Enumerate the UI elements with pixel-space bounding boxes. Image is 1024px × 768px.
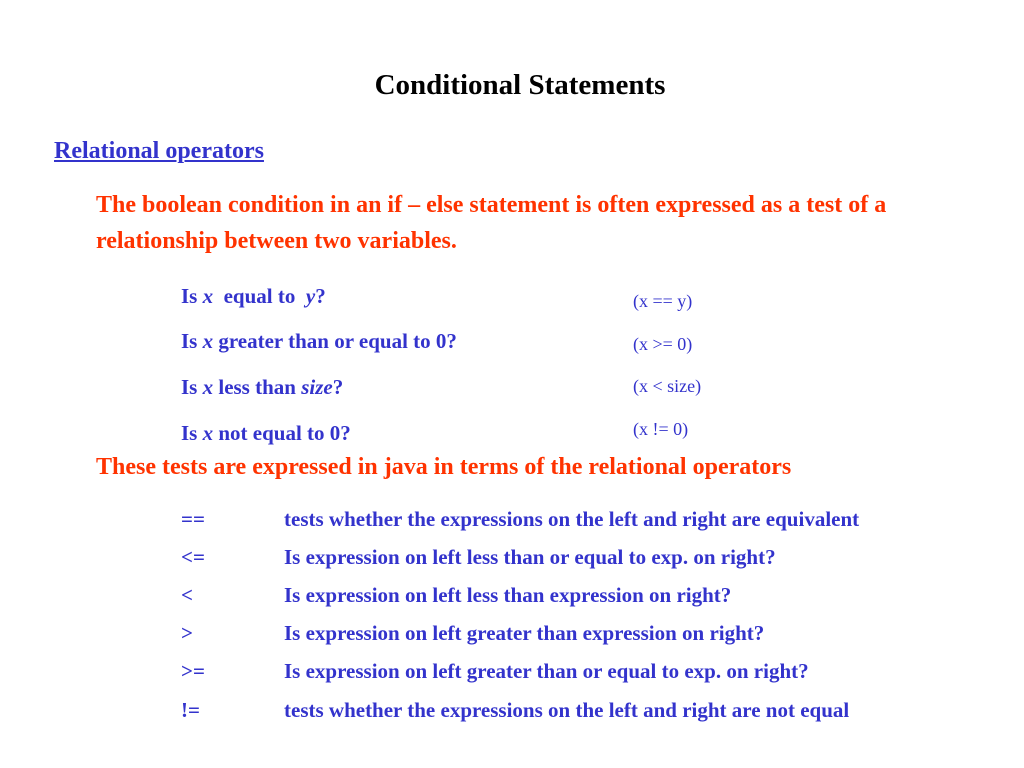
operator-description: Is expression on left less than or equal to exp. on right? [284, 545, 776, 569]
operator-symbol: > [181, 621, 193, 645]
expression-equal: (x == y) [633, 291, 693, 311]
question-greater-equal: Is x greater than or equal to 0? [181, 329, 457, 353]
slide-title: Conditional Statements [374, 69, 666, 101]
section-heading: Relational operators [54, 138, 264, 164]
summary-text: These tests are expressed in java in terms of the relational operators [96, 454, 792, 480]
operator-symbol: >= [181, 659, 205, 683]
question-less-than: Is x less than size? [181, 375, 344, 399]
operator-description: Is expression on left greater than expression on right? [284, 621, 765, 645]
question-not-equal: Is x not equal to 0? [181, 421, 351, 445]
question-equal: Is x equal to y? [181, 284, 326, 308]
operator-symbol: == [181, 507, 205, 531]
operator-symbol: < [181, 583, 193, 607]
operator-description: Is expression on left greater than or equal to exp. on right? [284, 659, 809, 683]
expression-not-equal: (x != 0) [633, 419, 689, 439]
operator-symbol: <= [181, 545, 205, 569]
operator-description: Is expression on left less than expression on right? [284, 583, 732, 607]
operator-description: tests whether the expressions on the left and right are equivalent [284, 507, 860, 531]
expression-less-than: (x < size) [633, 376, 702, 396]
expression-greater-equal: (x >= 0) [633, 334, 693, 354]
intro-text: The boolean condition in an if – else statement is often expressed as a test of a relationship between two variables. [96, 192, 887, 254]
operator-description: tests whether the expressions on the left and right are not equal [284, 698, 850, 722]
operator-symbol: != [181, 698, 200, 722]
